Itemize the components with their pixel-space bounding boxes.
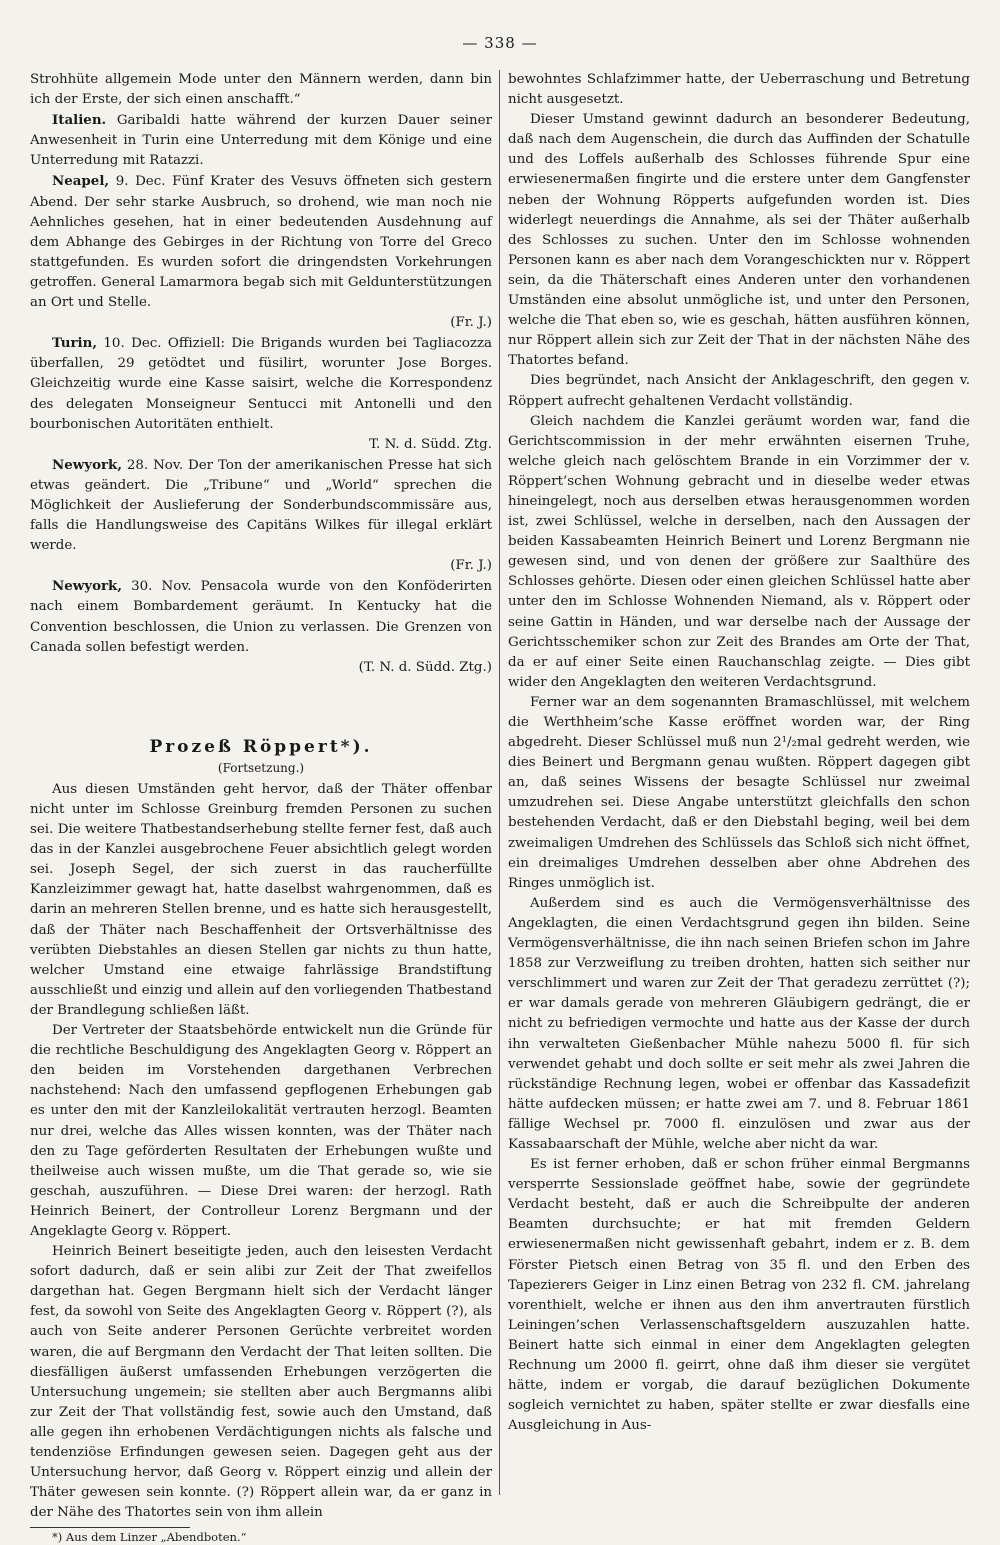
news-source: (Fr. J.) [450,558,492,574]
news-source: T. N. d. Südd. Ztg. [369,436,492,452]
news-item-neapel [30,171,492,313]
news-place: Newyork, [52,578,122,595]
page-number: — 338 — [462,34,538,52]
news-item-italien [30,110,492,171]
article-paragraph: Ferner war an dem sogenannten Bramaschlüssel, mit welchem die Werthheim’sche Kasse eröffnet worden war, der Ring abgedreht. Dieser Schlüssel muß nun 2¹/₂mal gedreht werden, wie dies Beinert und Bergmann genau wußten. Röppert dagegen gibt an, daß seines Wissens der besagte Schlüssel nur zweimal umzudrehen sei. Diese Angabe unterstützt gleichfalls den schon bestehenden Verdacht, daß er den Diebstahl beging, weil bei dem zweimaligen Umdrehen des Schlüssels das Schloß sich nicht öffnet, ein dreimaliges Umdrehen desselben aber ohne Abdrehen des Ringes unmöglich ist. [508,694,970,891]
news-text: 10. Dec. Offiziell: Die Brigands wurden bei Tagliacozza überfallen, 29 getödtet und füsilirt, worunter Jose Borges. Gleichzeitig wurde eine Kasse saisirt, welche die Korrespondenz des delegaten Monseigneur Sentucci mit Antonelli und den bourbonischen Autoritäten enthielt. [30,336,493,432]
news-place: Newyork, [52,456,122,473]
news-item-newyork-2 [30,576,492,657]
intro-paragraph: Strohhüte allgemein Mode unter den Männern werden, dann bin ich der Erste, der sich einen anschafft.“ [30,72,492,108]
article-paragraph: Es ist ferner erhoben, daß er schon früher einmal Bergmanns versperrte Sessionslade geöffnet habe, sowie der gegründete Verdacht besteht, daß er auch die Schreibpulte der anderen Beamten durchsuchte; er hat mit fremden Geldern erwiesenermaßen nicht gewissenhaft gebahrt, indem er z. B. dem Förster Pietsch einen Betrag von 35 fl. und den Erben des Tapezierers Geiger in Linz einen Betrag von 232 fl. CM. jahrelang vorenthielt, welche er ihnen aus den ihm anvertrauten fürstlich Leiningen’schen Verlassenschaftsgeldern auszuzahlen hatte. Beinert hatte sich einmal in einer dem Angeklagten gelegten Rechnung um 2000 fl. geirrt, ohne daß ihm dieser sie vergütet hätte, indem er vorgab, die darauf bezüglichen Dokumente sogleich vernichtet zu haben, später stellte er zwar diesfalls eine Ausgleichung in Aus- [508,1157,970,1434]
article-paragraph: Dies begründet, nach Ansicht der Anklageschrift, den gegen v. Röppert aufrecht gehaltenen Verdacht vollständig. [508,373,970,409]
news-source: (T. N. d. Südd. Ztg.) [358,659,492,675]
news-place: Italien. [52,112,107,129]
news-text: 30. Nov. Pensacola wurde von den Konföderirten nach einem Bombardement geräumt. In Kentucky hat die Convention beschlossen, die Union zu verlassen. Die Grenzen von Canada sollen befestigt werden. [30,579,492,655]
article-paragraph: Der Vertreter der Staatsbehörde entwickelt nun die Gründe für die rechtliche Beschuldigung des Angeklagten Georg v. Röppert an den beiden im Vorstehenden dargethanen Verbrechen nachstehend: Nach den umfassend gepflogenen Erhebungen gab es unter den mit der Kanzleilokalität vertrauten herzogl. Beamten nur drei, welche das Alles wissen konnten, was der Thäter nach den zu Tage geförderten Resultaten der Erhebungen wußte und theilweise auch wissen mußte, um die That gerade so, wie sie geschah, auszuführen. — Diese Drei waren: der herzogl. Rath Heinrich Beinert, der Controlleur Lorenz Bergmann und der Angeklagte Georg v. Röppert. [30,1023,492,1239]
news-item-turin [30,333,492,434]
news-text: 9. Dec. Fünf Krater des Vesuvs öffneten sich gestern Abend. Der sehr starke Ausbruch, so drohend, wie man noch nie Aehnliches gesehen, hat in einer bedeutenden Ausdehnung auf dem Abhange des Gebirges in der Richtung von Torre del Greco stattgefunden. Es wurden sofort die dringendsten Vorkehrungen getroffen. General Lamarmora begab sich mit Geldunterstützungen an Ort und Stelle. [30,174,492,311]
article-paragraph: Gleich nachdem die Kanzlei geräumt worden war, fand die Gerichtscommission in der mehr erwähnten eisernen Truhe, welche gleich nach gelöschtem Brande in ein Vorzimmer der v. Röppert’schen Wohnung gebracht und in dieselbe weder etwas hineingelegt, noch aus derselben etwas herausgenommen worden ist, zwei Schlüssel, welche in derselben, nach den Aussagen der beiden Kassabeamten Heinrich Beinert und Lorenz Bergmann nie gewesen sind, und von denen der größere zur Saalthüre des Schlosses gehörte. Diesen oder einen gleichen Schlüssel hatte aber unter den im Schlosse Wohnenden Niemand, als v. Röppert oder seine Gattin in Händen, und war derselbe nach der Aussage der Gerichtsschemiker schon zur Zeit des Brandes am Orte der That, da er auf einer Seite einen Rauchanschlag zeigte. — Dies gibt wider den Angeklagten den weiteren Verdachtsgrund. [508,413,970,690]
news-item-newyork-1 [30,455,492,556]
left-column [30,70,492,1545]
footnote: *) Aus dem Linzer „Abendboten.“ [52,1530,247,1545]
column-divider [499,70,500,1495]
news-place: Neapel, [52,173,110,190]
right-column [508,70,970,1436]
news-text: Garibaldi hatte während der kurzen Dauer seiner Anwesenheit in Turin eine Unterredung mit dem Könige und eine Unterredung mit Ratazzi. [30,113,492,169]
article-paragraph: Aus diesen Umständen geht hervor, daß der Thäter offenbar nicht unter im Schlosse Greinburg fremden Personen zu suchen sei. Die weitere Thatbestandserhebung stellte ferner fest, daß auch das in der Kanzlei ausgebrochene Feuer absichtlich gelegt worden sei. Joseph Segel, der sich zuerst in das raucherfüllte Kanzleizimmer gewagt hat, hatte daselbst wahrgenommen, daß es darin an mehreren Stellen brenne, und es hatte sich herausgestellt, daß der Thäter nach Beschaffenheit der Ortsverhältnisse des verübten Diebstahles an diesen Stellen gar nichts zu thun hatte, welcher Umstand eine etwaige fahrlässige Brandstiftung ausschließt und einzig und allein auf den vorliegenden Thatbestand der Brandlegung schließen läßt. [30,781,492,1018]
article-subheading: (Fortsetzung.) [217,760,305,775]
news-source: (Fr. J.) [450,315,492,331]
article-paragraph: bewohntes Schlafzimmer hatte, der Ueberraschung und Betretung nicht ausgesetzt. [508,72,970,108]
article-paragraph: Außerdem sind es auch die Vermögensverhältnisse des Angeklagten, die einen Verdachtsgrund gegen ihn bilden. Seine Vermögensverhältnisse, die ihn nach seinen Briefen schon im Jahre 1858 zur Verzweiflung zu treiben drohten, hatten sich seither nur verschlimmert und waren zur Zeit der That geradezu zerrüttet (?); er war damals gerade von mehreren Gläubigern gedrängt, die er nicht zu befriedigen vermochte und hatte aus der Kasse der durch ihn verwalteten Gießenbacher Mühle nahezu 5000 fl. für sich verwendet gehabt und doch sollte er seit mehr als zwei Jahren die rückständige Rechnung legen, wobei er offenbar das Kassadefizit hätte aufdecken müssen; er hatte zwei am 7. und 8. Februar 1861 fällige Wechsel pr. 7000 fl. einzulösen und zwar aus der Kassabaarschaft der Mühle, welche aber nicht da war. [508,895,970,1152]
footnote-rule [30,1527,190,1528]
article-heading: Prozeß Röppert*). [149,736,373,757]
article-paragraph: Dieser Umstand gewinnt dadurch an besonderer Bedeutung, daß nach dem Augenschein, die durch das Auffinden der Schatulle und des Loffels außerhalb des Schlosses führende Spur eine erwiesenermaßen fingirte und die erstere unter dem Gangfenster neben der Wohnung Röpperts aufgefunden worden ist. Dies widerlegt neuerdings die Annahme, als sei der Thäter außerhalb des Schlosses zu suchen. Unter den im Schlosse wohnenden Personen kann es aber nach dem Vorangeschickten nur v. Röppert sein, da die Thäterschaft eines Anderen unter den vorhandenen Umständen eine absolut unmögliche ist, und unter den Personen, welche die That eben so, wie es geschah, hätten ausführen können, nur Röppert allein sich zur Zeit der That in der nächsten Nähe des Thatortes befand. [508,112,970,369]
news-place: Turin, [52,335,98,352]
article-paragraph: Heinrich Beinert beseitigte jeden, auch den leisesten Verdacht sofort dadurch, daß er sein alibi zur Zeit der That zweifellos dargethan hat. Gegen Bergmann hielt sich der Verdacht länger fest, da sowohl von Seite des Angeklagten Georg v. Röppert (?), als auch von Seite anderer Personen Gerüchte verbreitet worden waren, die auf Bergmann den Verdacht der That leiten sollten. Die diesfälligen äußerst umfassenden Erhebungen verzögerten die Untersuchung ungemein; sie stellten aber auch Bergmanns alibi zur Zeit der That vollständig fest, sowie auch den Umstand, daß alle gegen ihn erhobenen Verdächtigungen nichts als falsche und tendenziöse Erfindungen gewesen seien. Dagegen geht aus der Untersuchung hervor, daß Georg v. Röppert einzig und allein der Thäter gewesen sein konnte. (?) Röppert allein war, da er ganz in der Nähe des Thatortes sein von ihm allein [30,1244,492,1521]
news-text: 28. Nov. Der Ton der amerikanischen Presse hat sich etwas geändert. Die „Tribune“ und „World“ sprechen die Möglichkeit der Auslieferung der Sonderbundscommissäre aus, falls die Handlungsweise des Capitäns Wilkes für illegal erklärt werde. [30,457,492,554]
